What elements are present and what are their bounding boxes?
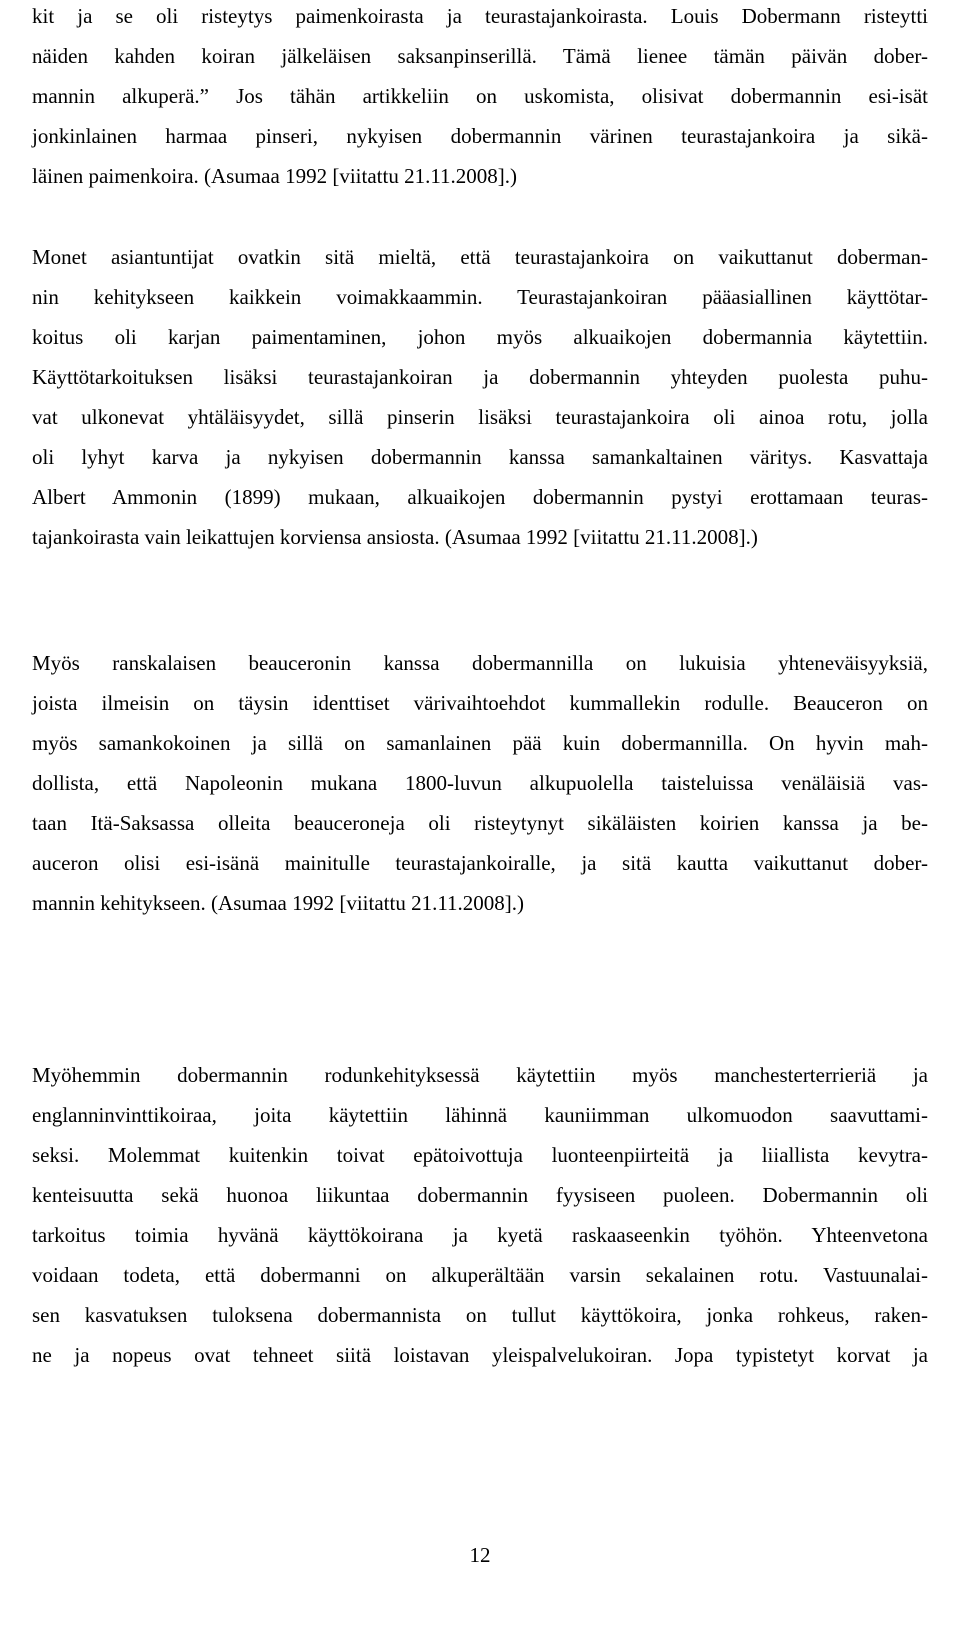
text-line: oli lyhyt karva ja nykyisen dobermannin kanssa samankaltainen väritys. Kasvattaja [32, 445, 928, 469]
text-line: englanninvinttikoiraa, joita käytettiin lähinnä kauniimman ulkomuodon saavuttami- [32, 1103, 928, 1127]
text-line: sen kasvatuksen tuloksena dobermannista on tullut käyttökoira, jonka rohkeus, raken- [32, 1303, 928, 1327]
paragraph-4 [32, 1055, 928, 1375]
paragraph-3 [32, 643, 928, 923]
text-line: läinen paimenkoira. (Asumaa 1992 [viitattu 21.11.2008].) [32, 164, 518, 188]
text-line: seksi. Molemmat kuitenkin toivat epätoivottuja luonteenpiirteitä ja liiallista kevytra- [32, 1143, 928, 1167]
text-line: vat ulkonevat yhtäläisyydet, sillä pinserin lisäksi teurastajankoira oli ainoa rotu, jolla [32, 405, 928, 429]
text-line: jonkinlainen harmaa pinseri, nykyisen dobermannin värinen teurastajankoira ja sikä- [32, 124, 928, 148]
text-line: voidaan todeta, että dobermanni on alkuperältään varsin sekalainen rotu. Vastuunalai- [32, 1263, 928, 1287]
page-number: 12 [469, 1543, 491, 1567]
text-line: auceron olisi esi-isänä mainitulle teurastajankoiralle, ja sitä kautta vaikuttanut dober- [32, 851, 928, 875]
text-line: joista ilmeisin on täysin identtiset värivaihtoehdot kummallekin rodulle. Beauceron on [32, 691, 928, 715]
text-line: dollista, että Napoleonin mukana 1800-luvun alkupuolella taisteluissa venäläisiä vas- [32, 771, 928, 795]
paragraph-1 [32, 0, 928, 196]
text-line: Monet asiantuntijat ovatkin sitä mieltä, että teurastajankoira on vaikuttanut doberman- [32, 245, 928, 269]
text-line: ne ja nopeus ovat tehneet siitä loistavan yleispalvelukoiran. Jopa typistetyt korvat ja [32, 1343, 928, 1367]
text-line: koitus oli karjan paimentaminen, johon myös alkuaikojen dobermannia käytettiin. [32, 325, 928, 349]
text-line: Albert Ammonin (1899) mukaan, alkuaikojen dobermannin pystyi erottamaan teuras- [32, 485, 928, 509]
text-line: tajankoirasta vain leikattujen korviensa ansiosta. (Asumaa 1992 [viitattu 21.11.2008].) [32, 525, 758, 549]
text-line: kit ja se oli risteytys paimenkoirasta ja teurastajankoirasta. Louis Dobermann risteytti [32, 4, 928, 28]
text-line: kenteisuutta sekä huonoa liikuntaa dobermannin fyysiseen puoleen. Dobermannin oli [32, 1183, 928, 1207]
paragraph-2 [32, 237, 928, 557]
text-line: tarkoitus toimia hyvänä käyttökoirana ja kyetä raskaaseenkin työhön. Yhteenvetona [32, 1223, 928, 1247]
text-line: Käyttötarkoituksen lisäksi teurastajankoiran ja dobermannin yhteyden puolesta puhu- [32, 365, 928, 389]
text-line: mannin alkuperä.” Jos tähän artikkeliin on uskomista, olisivat dobermannin esi-isät [32, 84, 928, 108]
text-line: taan Itä-Saksassa olleita beauceroneja oli risteytynyt sikäläisten koirien kanssa ja be- [32, 811, 928, 835]
text-line: näiden kahden koiran jälkeläisen saksanpinserillä. Tämä lienee tämän päivän dober- [32, 44, 928, 68]
text-line: myös samankokoinen ja sillä on samanlainen pää kuin dobermannilla. On hyvin mah- [32, 731, 928, 755]
text-line: Myös ranskalaisen beauceronin kanssa dobermannilla on lukuisia yhteneväisyyksiä, [32, 651, 928, 675]
text-line: Myöhemmin dobermannin rodunkehityksessä käytettiin myös manchesterterrieriä ja [32, 1063, 928, 1087]
text-line: nin kehitykseen kaikkein voimakkaammin. Teurastajankoiran pääasiallinen käyttötar- [32, 285, 928, 309]
text-line: mannin kehitykseen. (Asumaa 1992 [viitattu 21.11.2008].) [32, 891, 525, 915]
